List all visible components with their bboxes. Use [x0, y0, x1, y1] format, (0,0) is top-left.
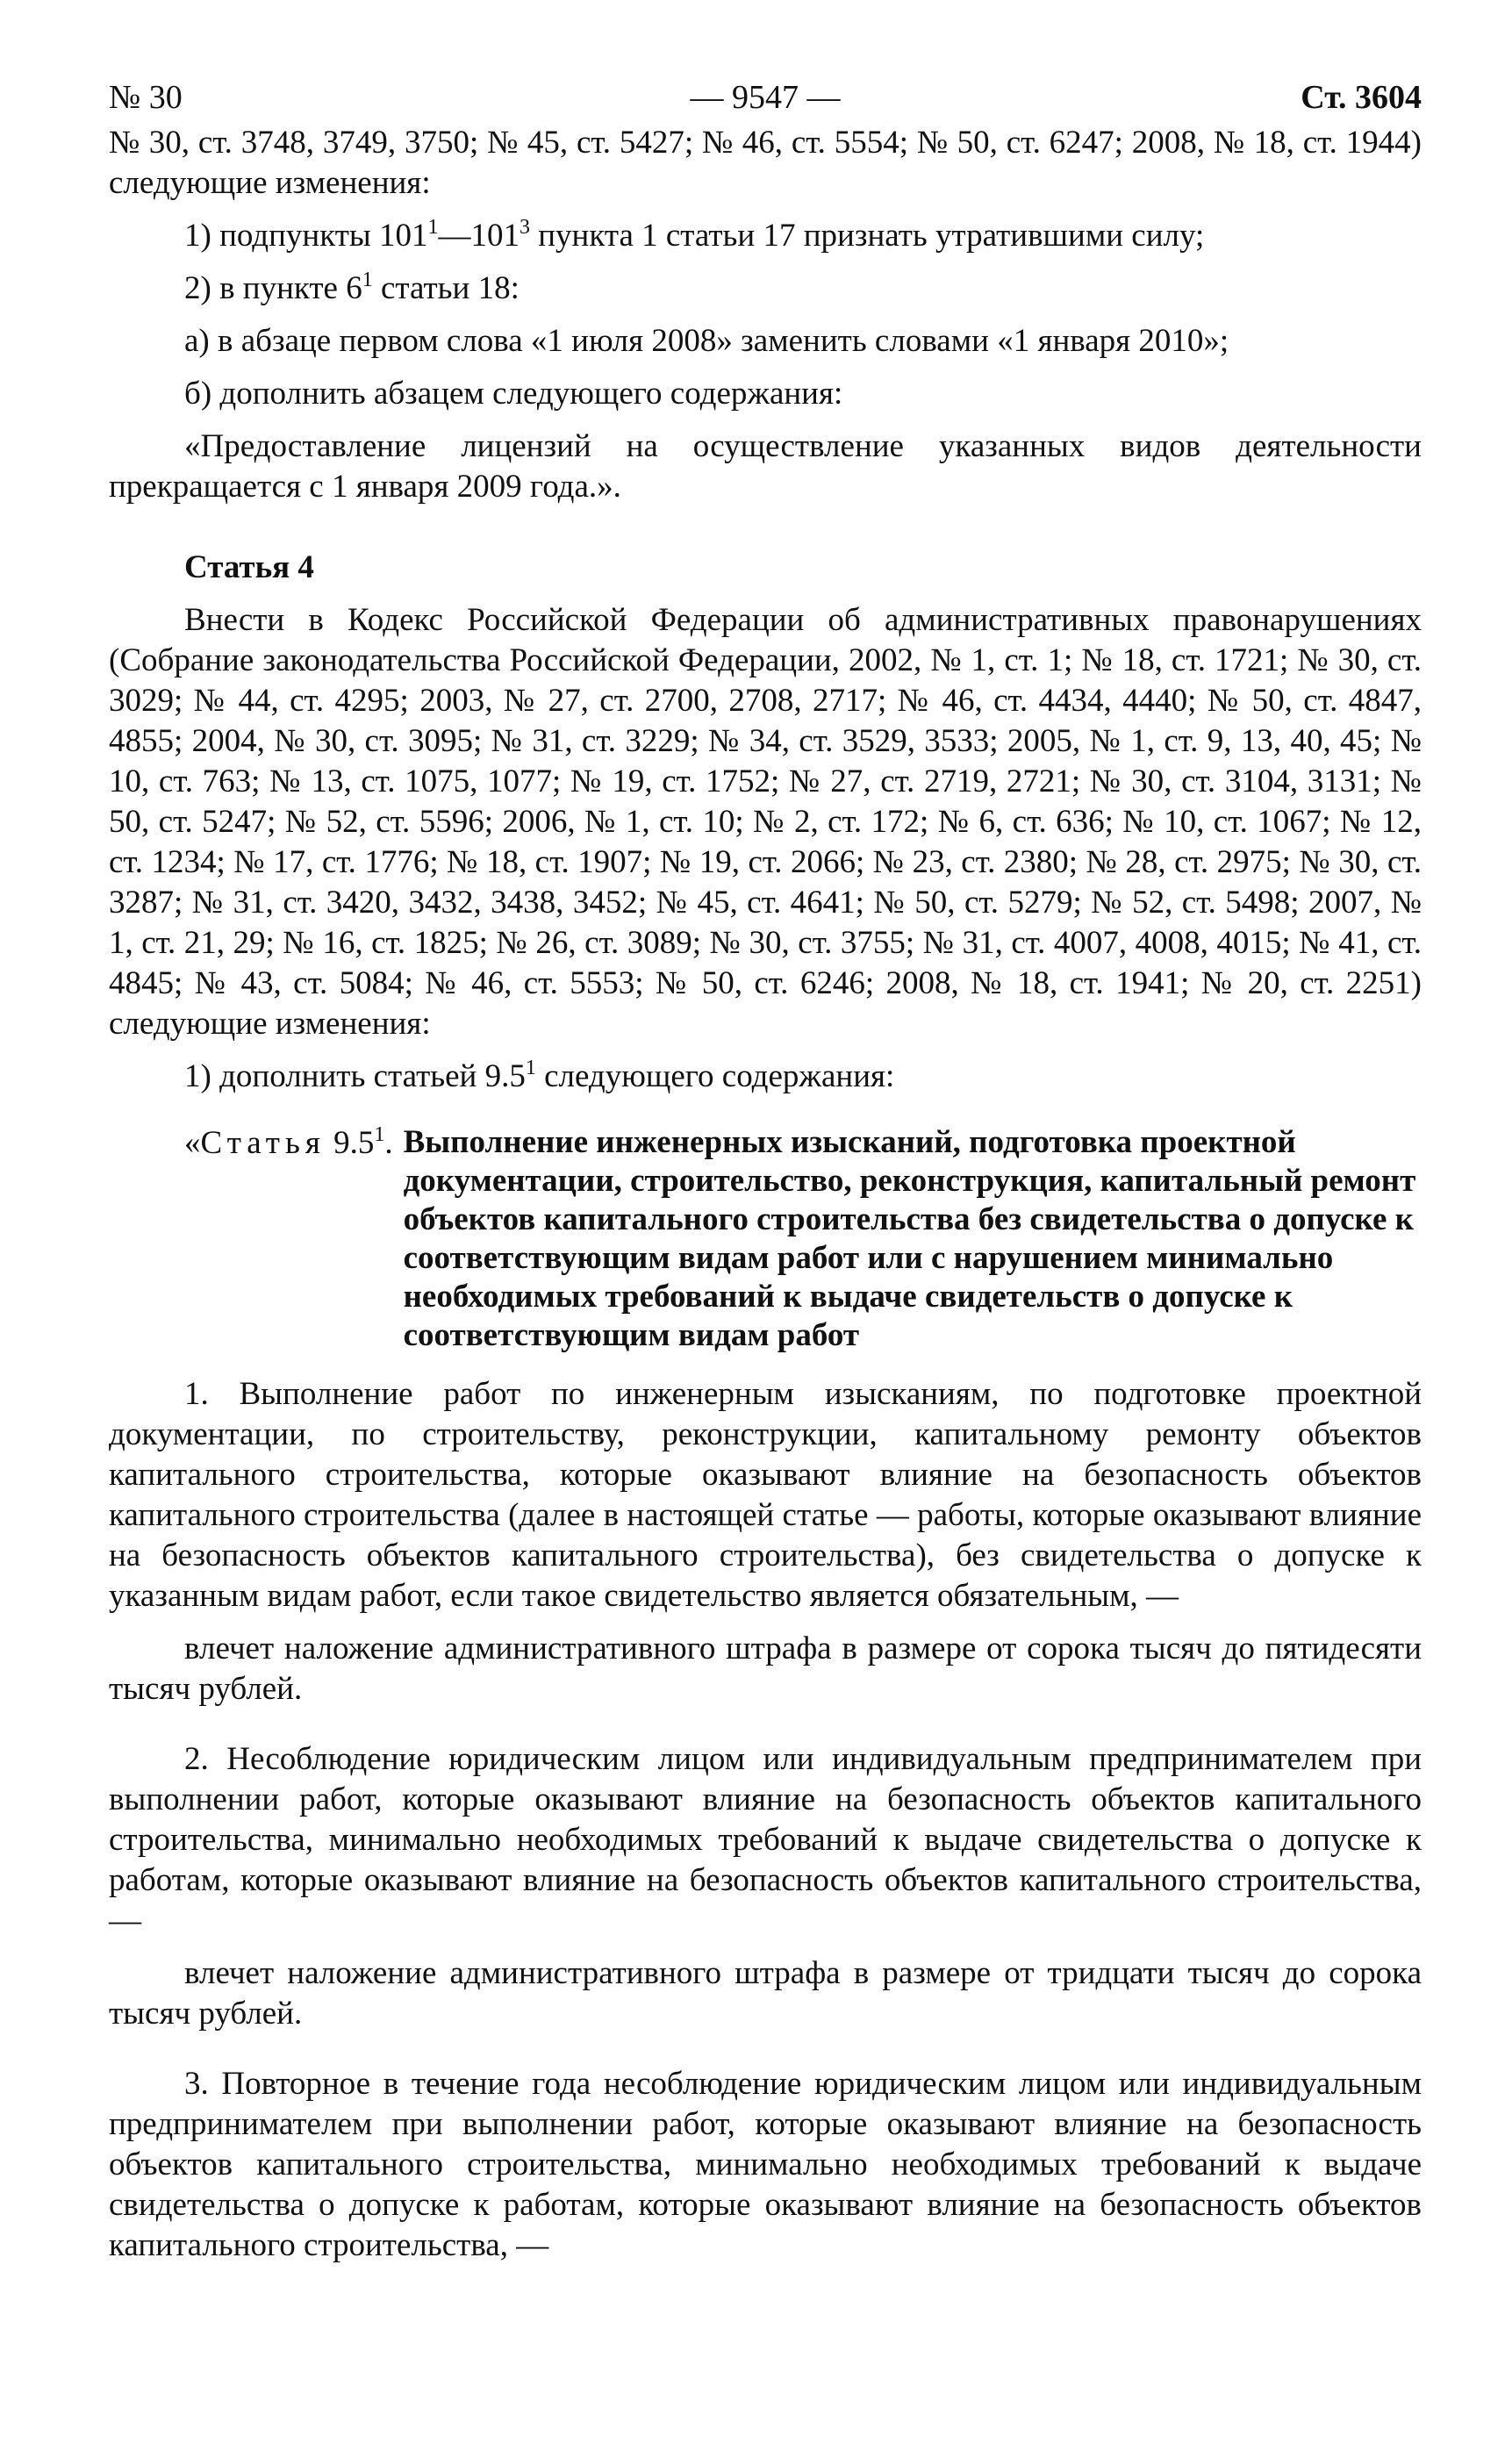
- article-4-heading: Статья 4: [184, 549, 314, 585]
- page-header: [109, 77, 1422, 123]
- article-reference: Ст. 3604: [1301, 79, 1422, 116]
- intro-item-1: 1) подпункты $101^1—101^3$ пункта 1 статьи 17 признать утратившими силу;: [184, 216, 1205, 254]
- article-4-item-1: 1) дополнить статьей $9.5^1$ следующего содержания:: [184, 1057, 895, 1094]
- statute-heading: [109, 1123, 1422, 1355]
- statute-label: «Статья $9.5^1$.: [184, 1123, 393, 1161]
- intro-quote: «Предоставление лицензий на осуществление указанных видов деятельности прекращается с 1 января 2009 года.».: [109, 428, 1422, 505]
- statute-paragraph-3: 3. Повторное в течение года несоблюдение юридическим лицом или индивидуальным предпринимателем при выполнении работ, которые оказывают влияние на безопасность объектов капитального строительства, минимально необходимых требований к выдаче свидетельства о допуске к работам, которые оказывают влияние на безопасность объектов капитального строительства, —: [109, 2066, 1422, 2263]
- statute-paragraph-2: 2. Несоблюдение юридическим лицом или индивидуальным предпринимателем при выполнении работ, которые оказывают влияние на безопасность объектов капитального строительства, минимально необходимых требований к выдаче свидетельства о допуске к работам, которые оказывают влияние на безопасность объектов капитального строительства, —: [109, 1741, 1422, 1939]
- intro-continuation: № 30, ст. 3748, 3749, 3750; № 45, ст. 5427; № 46, ст. 5554; № 50, ст. 6247; 2008, № 18, ст. 1944) следующие изменения:: [109, 125, 1422, 201]
- article-4-body: Внести в Кодекс Российской Федерации об административных правонарушениях (Собрание законодательства Российской Федерации, 2002, № 1, ст. 1; № 18, ст. 1721; № 30, ст. 3029; № 44, ст. 4295; 2003, № 27, ст. 2700, 2708, 2717; № 46, ст. 4434, 4440; № 50, ст. 4847, 4855; 2004, № 30, ст. 3095; № 31, ст. 3229; № 34, ст. 3529, 3533; 2005, № 1, ст. 9, 13, 40, 45; № 10, ст. 763; № 13, ст. 1075, 1077; № 19, ст. 1752; № 27, ст. 2719, 2721; № 30, ст. 3104, 3131; № 50, ст. 5247; № 52, ст. 5596; 2006, № 1, ст. 10; № 2, ст. 172; № 6, ст. 636; № 10, ст. 1067; № 12, ст. 1234; № 17, ст. 1776; № 18, ст. 1907; № 19, ст. 2066; № 23, ст. 2380; № 28, ст. 2975; № 30, ст. 3287; № 31, ст. 3420, 3432, 3438, 3452; № 45, ст. 4641; № 50, ст. 5279; № 52, ст. 5498; 2007, № 1, ст. 21, 29; № 16, ст. 1825; № 26, ст. 3089; № 30, ст. 3755; № 31, ст. 4007, 4008, 4015; № 41, ст. 4845; № 43, ст. 5084; № 46, ст. 5553; № 50, ст. 6246; 2008, № 18, ст. 1941; № 20, ст. 2251) следующие изменения:: [109, 602, 1422, 1042]
- statute-title: Выполнение инженерных изысканий, подготовка проектной документации, строительство, реконструкция, капитальный ремонт объектов капитального строительства без свидетельства о допуске к соответствующим видам работ или с нарушением минимально необходимых требований к выдаче свидетельств о допуске к соответствующим видам работ: [403, 1124, 1416, 1353]
- page-number: — 9547 —: [690, 79, 841, 116]
- intro-item-2a: а) в абзаце первом слова «1 июля 2008» заменить словами «1 января 2010»;: [184, 323, 1229, 359]
- intro-item-2: 2) в пункте $6^1$ статьи 18:: [184, 269, 520, 306]
- statute-paragraph-1: 1. Выполнение работ по инженерным изысканиям, по подготовке проектной документации, по строительству, реконструкции, капитальному ремонту объектов капитального строительства, которые оказывают влияние на безопасность объектов капитального строительства (далее в настоящей статье — работы, которые оказывают влияние на безопасность объектов капитального строительства), без свидетельства о допуске к указанным видам работ, если такое свидетельство является обязательным, —: [109, 1376, 1422, 1614]
- document-page: [109, 77, 1422, 2266]
- intro-item-2b: б) дополнить абзацем следующего содержания:: [184, 376, 843, 412]
- issue-number: № 30: [109, 79, 183, 116]
- statute-paragraph-2-penalty: влечет наложение административного штрафа в размере от тридцати тысяч до сорока тысяч рублей.: [109, 1955, 1422, 2032]
- statute-paragraph-1-penalty: влечет наложение административного штрафа в размере от сорока тысяч до пятидесяти тысяч рублей.: [109, 1631, 1422, 1707]
